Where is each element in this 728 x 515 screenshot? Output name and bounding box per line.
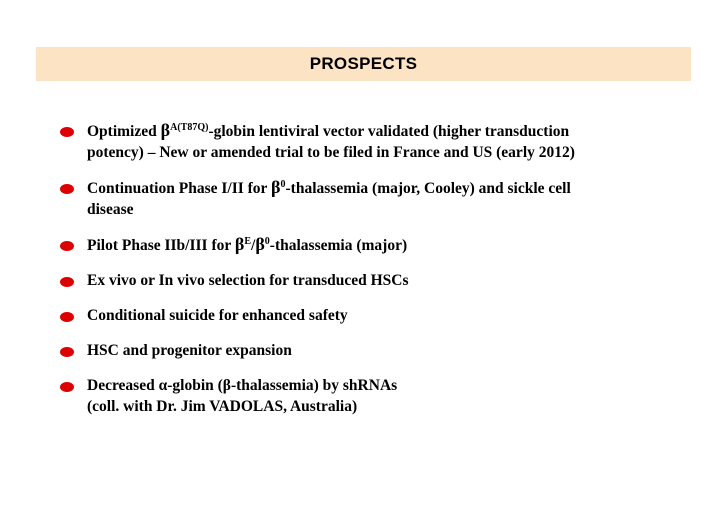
- list-item: [60, 234, 700, 256]
- bullet-dot-icon: [60, 127, 74, 137]
- title-bar: [36, 47, 691, 81]
- bullet-dot-icon: [60, 312, 74, 322]
- list-item: [60, 375, 700, 417]
- bullet-text: Decreased α-globin (β-thalassemia) by shRNAs (coll. with Dr. Jim VADOLAS, Australia): [87, 377, 398, 415]
- bullet-list: [60, 120, 700, 431]
- bullet-text: Continuation Phase I/II for $\beta^0$-thalassemia (major, Cooley) and sickle cell disease: [87, 177, 571, 218]
- list-item: [60, 177, 700, 220]
- list-item: [60, 305, 700, 326]
- list-item: [60, 120, 700, 163]
- bullet-text: Optimized $\beta^{A(T87Q)}$-globin lentiviral vector validated (higher transduction potency) – New or amended trial to be filed in France and US (early 2012): [87, 120, 575, 161]
- bullet-text: Ex vivo or In vivo selection for transduced HSCs: [87, 272, 409, 289]
- page-title: PROSPECTS: [309, 54, 418, 73]
- bullet-text: HSC and progenitor expansion: [87, 342, 292, 359]
- bullet-dot-icon: [60, 347, 74, 357]
- bullet-text: Conditional suicide for enhanced safety: [87, 307, 348, 324]
- bullet-dot-icon: [60, 184, 74, 194]
- bullet-dot-icon: [60, 241, 74, 251]
- bullet-dot-icon: [60, 382, 74, 392]
- bullet-text: Pilot Phase IIb/III for $\beta^E/\beta^0$-thalassemia (major): [87, 234, 408, 254]
- list-item: [60, 270, 700, 291]
- list-item: [60, 340, 700, 361]
- bullet-dot-icon: [60, 277, 74, 287]
